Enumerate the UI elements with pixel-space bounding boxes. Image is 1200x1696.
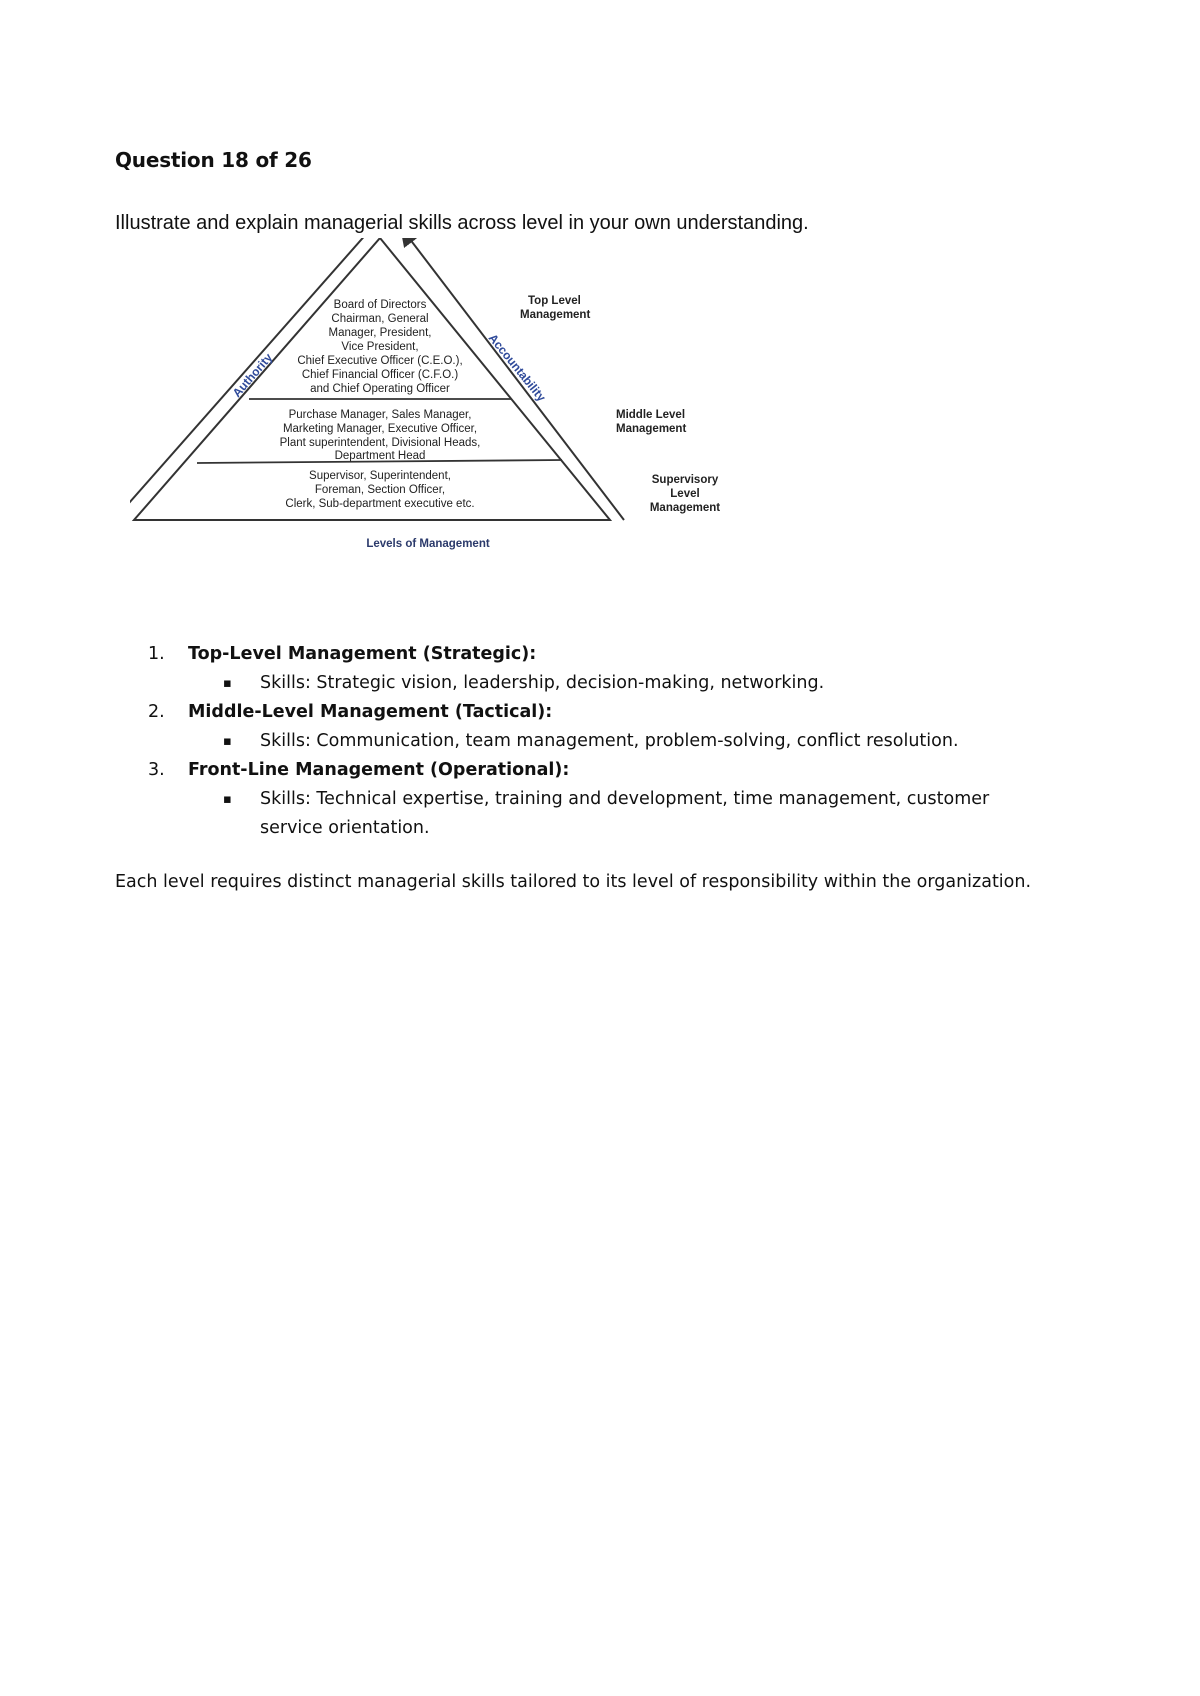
pyramid-svg [130, 238, 790, 608]
level-label-line: Management [649, 502, 721, 514]
top-box-line: Manager, President, [328, 327, 432, 339]
question-title: Question 18 of 26 [115, 148, 312, 172]
skills-text: Skills: Technical expertise, training and development, time management, customer [260, 789, 990, 809]
list-item [115, 756, 1075, 785]
top-box-line: Chief Executive Officer (C.E.O.), [297, 355, 463, 367]
middle-box-line: Purchase Manager, Sales Manager, [288, 409, 472, 421]
skills-bullet [115, 669, 1075, 698]
skills-bullet [115, 727, 1075, 756]
skills-bullet [115, 785, 1075, 814]
middle-box-line: Department Head [334, 450, 426, 462]
middle-box-line: Plant superintendent, Divisional Heads, [279, 437, 481, 449]
list-item-title: Top-Level Management (Strategic): [188, 644, 537, 664]
bullet-icon: ▪ [223, 676, 232, 691]
authority-label: Authority [229, 350, 276, 400]
level-label-line: Middle Level [616, 409, 686, 421]
conclusion-text: Each level requires distinct managerial skills tailored to its level of responsibility within the organization. [115, 872, 1032, 892]
level-label-line: Supervisory [651, 474, 719, 486]
bottom-box-line: Supervisor, Superintendent, [309, 470, 451, 482]
level-label-line: Top Level [528, 295, 581, 307]
bottom-box-line: Foreman, Section Officer, [314, 484, 446, 496]
list-number: 2. [148, 702, 165, 722]
bottom-box-line: Clerk, Sub-department executive etc. [285, 498, 475, 510]
skills-list [115, 640, 1075, 843]
level-label-line: Management [520, 309, 591, 321]
top-box-line: and Chief Operating Officer [310, 383, 450, 395]
list-item [115, 640, 1075, 669]
list-item-title: Front-Line Management (Operational): [188, 760, 570, 780]
bullet-icon: ▪ [223, 792, 232, 807]
top-box-line: Chairman, General [331, 313, 429, 325]
bullet-icon: ▪ [223, 734, 232, 749]
question-prompt: Illustrate and explain managerial skills across level in your own understanding. [115, 212, 809, 234]
middle-level-label [616, 409, 686, 435]
skills-text: Skills: Strategic vision, leadership, decision-making, networking. [260, 673, 825, 693]
top-level-label [520, 295, 590, 321]
top-box-line: Board of Directors [333, 299, 427, 311]
level-label-line: Management [616, 423, 687, 435]
middle-box-line: Marketing Manager, Executive Officer, [282, 423, 478, 435]
top-box-line: Vice President, [341, 341, 419, 353]
bottom-box-text [285, 470, 474, 510]
accountability-label: Accountability [485, 331, 549, 405]
supervisory-level-label [650, 474, 720, 514]
top-box-line: Chief Financial Officer (C.F.O.) [301, 369, 459, 381]
levels-of-management-diagram [130, 238, 790, 608]
list-item-title: Middle-Level Management (Tactical): [188, 702, 553, 722]
top-box-text [297, 299, 462, 395]
list-item [115, 698, 1075, 727]
middle-box-text [280, 409, 481, 462]
level-label-line: Level [670, 488, 700, 500]
skills-text: service orientation. [260, 818, 430, 838]
list-number: 1. [148, 644, 165, 664]
skills-continuation [115, 814, 1075, 843]
diagram-caption: Levels of Management [366, 538, 490, 550]
list-number: 3. [148, 760, 165, 780]
skills-text: Skills: Communication, team management, problem-solving, conflict resolution. [260, 731, 959, 751]
